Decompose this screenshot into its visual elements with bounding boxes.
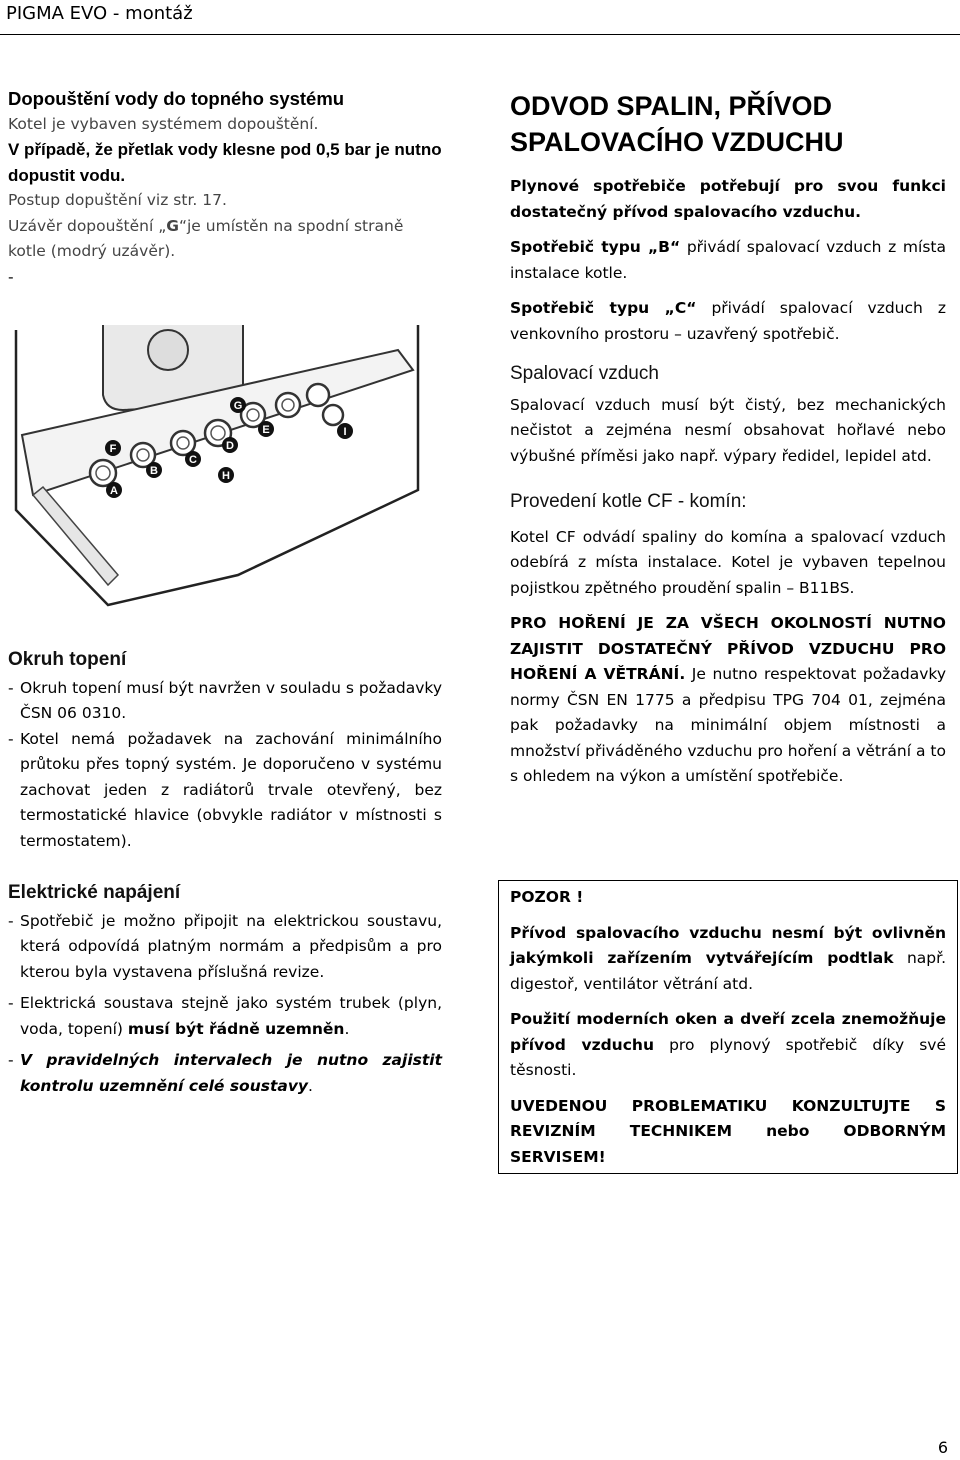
warning-p1-bold: Přívod spalovacího vzduchu nesmí být ovlivněn jakýmkoli zařízením vytvářejícím podtlak	[510, 923, 946, 967]
electric-item: - Spotřebič je možno připojit na elektrickou soustavu, která odpovídá platným normám a předpisům a pro kterou byla vystavena příslušná revize.	[8, 909, 442, 986]
electric-heading: Elektrické napájení	[8, 882, 181, 903]
topup-line4-pre: Uzávěr dopouštění „	[8, 216, 167, 235]
heating-item2-text: Kotel nemá požadavek na zachování minimálního průtoku přes topný systém. Je doporučeno v systému zachovat jeden z radiátorů trvale otevřený, bez termostatické hlavice (obvykle radiátor v místnosti s termostatem).	[20, 729, 442, 850]
page-number: 6	[937, 1438, 948, 1457]
marker-h: H	[222, 470, 230, 482]
warning-p3: UVEDENOU PROBLEMATIKU KONZULTUJTE S REVIZNÍM TECHNIKEM nebo ODBORNÝM SERVISEM!	[510, 1096, 946, 1166]
topup-line3: Postup dopuštění viz str. 17.	[8, 191, 227, 209]
typec-bold: Spotřebič typu „C“	[510, 299, 697, 317]
warning-box	[498, 880, 958, 1174]
marker-b: B	[150, 465, 158, 477]
electric-item2-pre: Elektrická soustava stejně jako systém trubek (plyn, voda, topení)	[20, 994, 442, 1038]
electric-item2-text	[20, 991, 442, 1042]
marker-e: E	[262, 424, 270, 436]
topup-line1: Kotel je vybaven systémem dopouštění.	[8, 114, 319, 133]
electric-item3-bolditalic: V pravidelných intervalech je nutno zajistit kontrolu uzemnění celé soustavy	[20, 1051, 442, 1095]
topup-line4	[8, 214, 442, 265]
heating-item: - Kotel nemá požadavek na zachování minimálního průtoku přes topný systém. Je doporučeno v systému zachovat jeden z radiátorů trvale otevřený, bez termostatické hlavice (obvykle radiátor v místnosti s termostatem).	[8, 727, 442, 855]
air-heading: Spalovací vzduch	[510, 363, 659, 384]
marker-f: F	[109, 443, 117, 455]
notice-rest: Je nutno respektovat požadavky normy ČSN EN 1775 a předpisu TPG 704 01, zejména pak požadavky na minimální objem místnosti a množství přiváděného vzduchu pro hoření a větrání a to s ohledem na výkon a umístění spotřebiče.	[510, 665, 946, 785]
topup-heading: Dopouštění vody do topného systému	[8, 88, 345, 109]
cf-text: Kotel CF odvádí spaliny do komína a spalovací vzduch odebírá z místa instalace. Kotel je vybaven tepelnou pojistkou zpětného proudění spalin – B11BS.	[510, 527, 946, 597]
topup-line4-post: “je umístěn na spodní straně kotle (modrý uzávěr).	[8, 216, 404, 260]
typeb-text	[510, 235, 946, 286]
typec-text	[510, 296, 946, 347]
electric-item2-post: .	[344, 1019, 350, 1038]
warning-title: POZOR !	[510, 888, 584, 906]
air-text: Spalovací vzduch musí být čistý, bez mechanických nečistot a zejména nesmí obsahovat hořlavé nebo výbušné příměsi jako např. výpary ředidel, lepidel atd.	[510, 395, 946, 465]
notice-text	[510, 611, 946, 790]
intro-text: Plynové spotřebiče potřebují pro svou funkci dostatečný přívod spalovacího vzduchu.	[510, 177, 946, 221]
heating-section	[8, 647, 442, 854]
electric-item3-text	[20, 1048, 442, 1099]
main-heading: ODVOD SPALIN, PŘÍVOD SPALOVACÍHO VZDUCHU	[510, 91, 844, 157]
topup-dash: -	[8, 267, 14, 286]
warning-p1	[510, 921, 946, 998]
topup-line2: V případě, že přetlak vody klesne pod 0,5 bar je nutno dopustit vodu.	[8, 140, 442, 185]
cf-heading: Provedení kotle CF - komín:	[510, 491, 747, 512]
boiler-connections-figure	[8, 315, 438, 615]
heating-item1-text: Okruh topení musí být navržen v souladu s požadavky ČSN 06 0310.	[20, 678, 442, 722]
page-header	[0, 0, 960, 35]
typeb-bold: Spotřebič typu „B“	[510, 238, 681, 256]
topup-section	[8, 86, 442, 290]
electric-item1-text: Spotřebič je možno připojit na elektrickou soustavu, která odpovídá platným normám a předpisům a pro kterou byla vystavena příslušná revize.	[20, 911, 442, 981]
marker-d: D	[226, 440, 234, 452]
warning-p1-rest: např. digestoř, ventilátor větrání atd.	[510, 949, 946, 993]
notice-bold: PRO HOŘENÍ JE ZA VŠECH OKOLNOSTÍ NUTNO ZAJISTIT DOSTATEČNÝ PŘÍVOD VZDUCHU PRO HOŘENÍ A VĚTRÁNÍ.	[510, 614, 946, 683]
marker-a: A	[110, 485, 118, 497]
typec-rest: přivádí spalovací vzduch z venkovního prostoru – uzavřený spotřebič.	[510, 299, 946, 343]
marker-i: I	[343, 426, 347, 438]
warning-p2-bold: Použití moderních oken a dveří zcela znemožňuje přívod vzduchu	[510, 1010, 946, 1054]
electric-item2-bold: musí být řádně uzemněn	[127, 1019, 345, 1038]
heating-item: - Okruh topení musí být navržen v souladu s požadavky ČSN 06 0310.	[8, 676, 442, 727]
right-column	[510, 88, 946, 790]
electric-item3-post: .	[308, 1076, 313, 1095]
document-title: PIGMA EVO - montáž	[6, 3, 193, 24]
topup-line4-bold: G	[166, 216, 179, 235]
electric-item: - Elektrická soustava stejně jako systém trubek (plyn, voda, topení) musí být řádně uzemněn.	[8, 991, 442, 1042]
marker-c: C	[189, 454, 197, 466]
warning-p2-rest: pro plynový spotřebič díky své těsnosti.	[510, 1035, 947, 1079]
typeb-rest: přivádí spalovací vzduch z místa instalace kotle.	[510, 238, 946, 282]
electric-section	[8, 880, 442, 1099]
warning-p2	[510, 1007, 946, 1084]
marker-g: G	[233, 400, 243, 412]
heating-heading: Okruh topení	[8, 649, 127, 670]
electric-item: - V pravidelných intervalech je nutno zajistit kontrolu uzemnění celé soustavy.	[8, 1048, 442, 1099]
